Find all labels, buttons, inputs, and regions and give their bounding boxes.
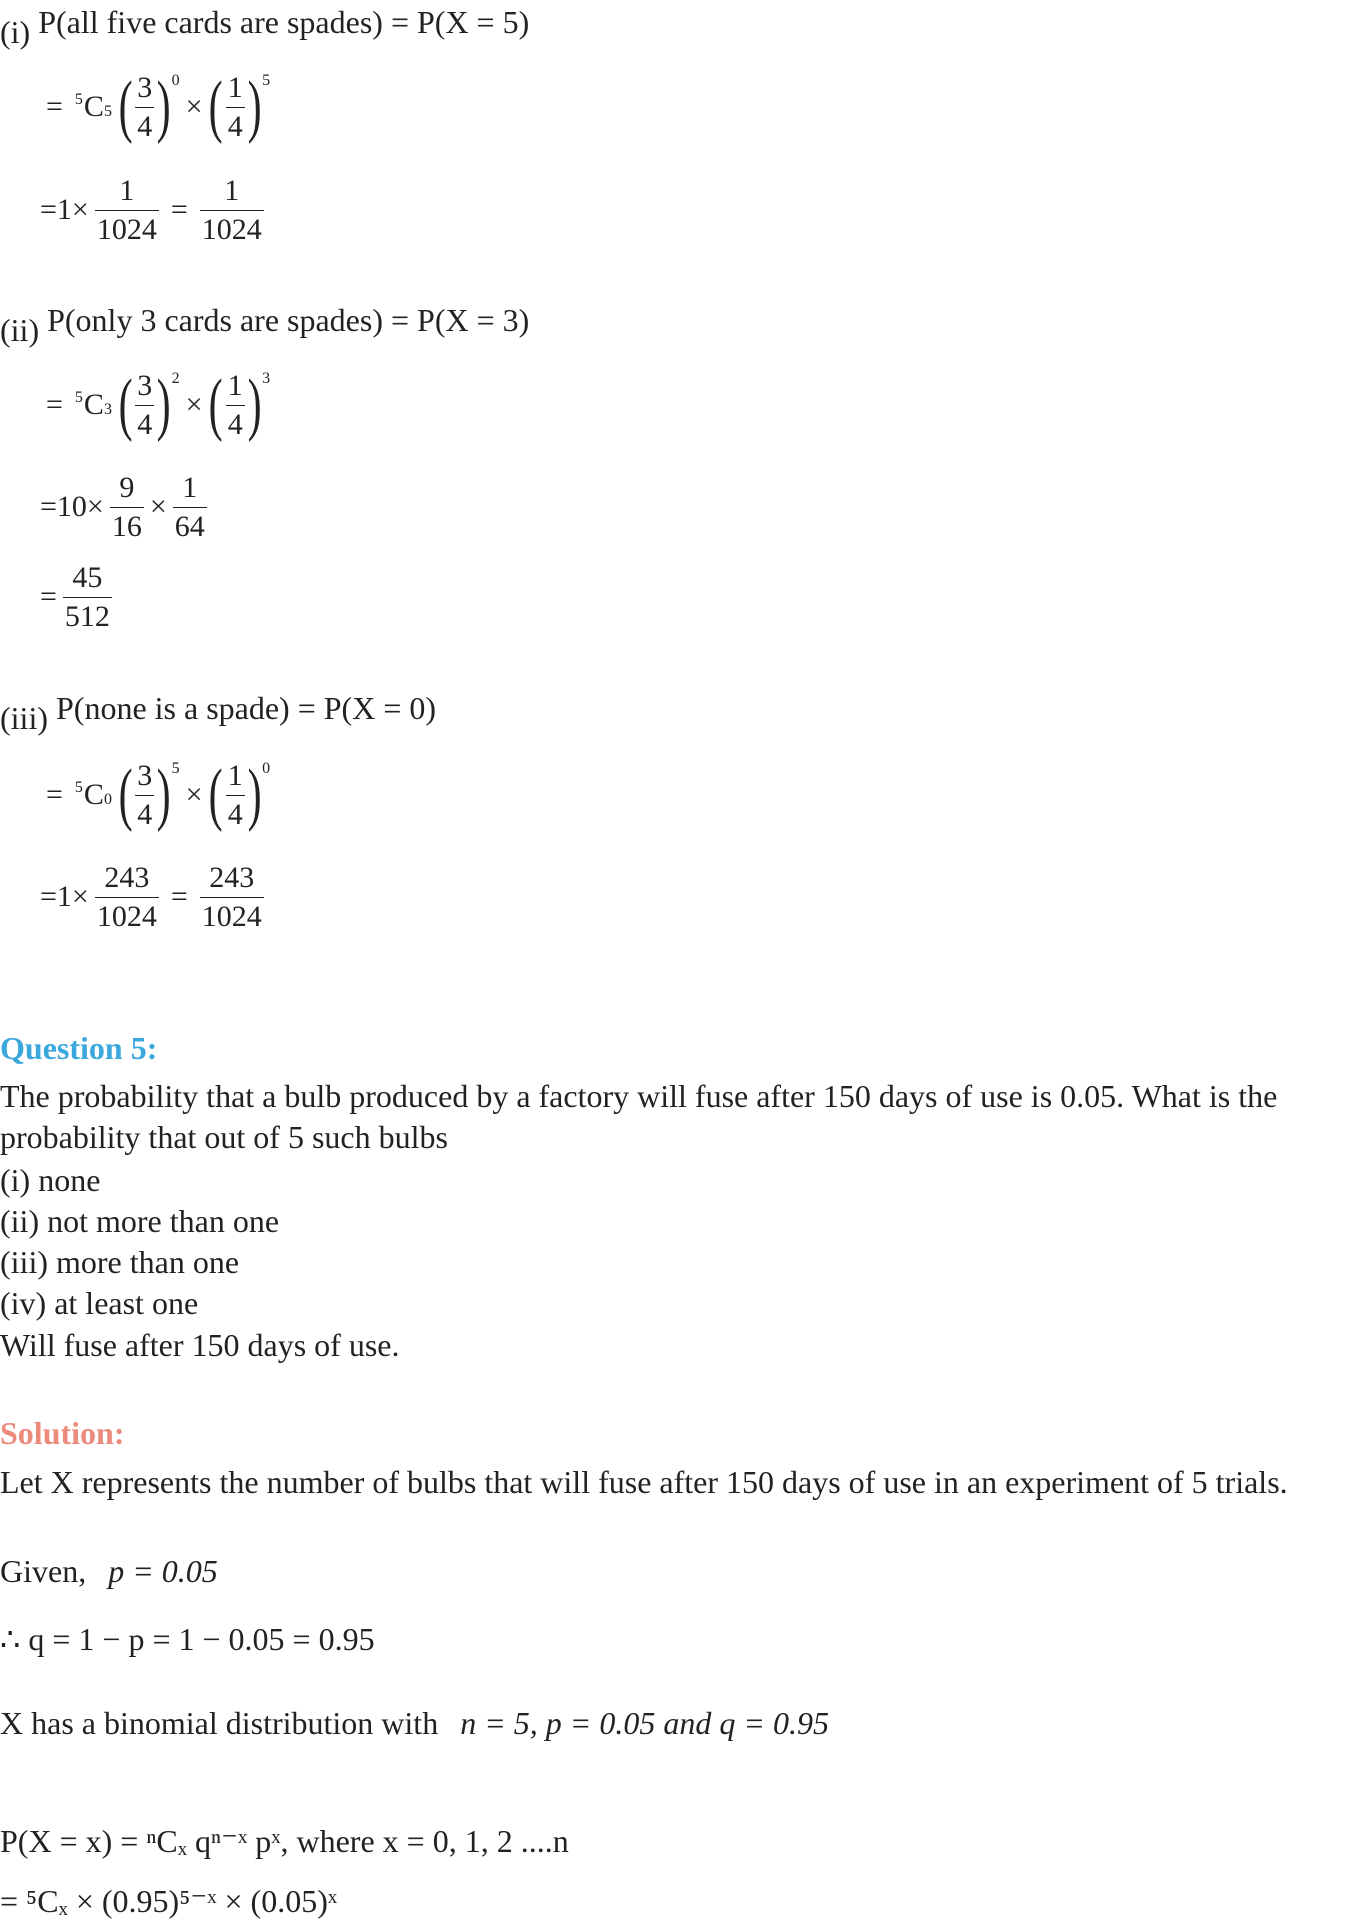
therefore-equation: ∴ q = 1 − p = 1 − 0.05 = 0.95	[0, 1621, 375, 1657]
solution-heading: Solution:	[0, 1415, 125, 1451]
question-heading: Question 5:	[0, 1030, 158, 1066]
part-ii-step2: =10× $\frac{9}{16}$ × $\frac{1}{64}$	[40, 471, 205, 543]
part-ii-statement-row	[0, 302, 530, 348]
binomial-text: X has a binomial distribution with	[0, 1705, 439, 1741]
part-ii-step3: = $\frac{45}{512}$	[40, 561, 110, 633]
part-iii-label: (iii)	[0, 700, 48, 736]
part-i-step2: =1× $\frac{1}{1024}$ = $\frac{1}{1024}$	[40, 174, 262, 246]
binomial-row	[0, 1705, 829, 1742]
fraction-power: ( $\frac{1}{4}$ ) $^5$	[209, 68, 271, 145]
binomial-equation: n = 5, p = 0.05 and q = 0.95	[460, 1705, 829, 1741]
solution-given-row	[0, 1553, 218, 1590]
pmf-equation: P(X = x) = ⁿCₓ qⁿ⁻ˣ pˣ, where x = 0, 1, 2 ....n	[0, 1823, 569, 1859]
part-ii-statement: P(only 3 cards are spades) = P(X = 3)	[47, 302, 530, 338]
question-option-4: (iv) at least one	[0, 1285, 199, 1321]
given-equation: p = 0.05	[108, 1553, 218, 1589]
question-option-3: (iii) more than one	[0, 1244, 240, 1280]
part-iii-statement-row	[0, 690, 437, 736]
question-text: The probability that a bulb produced by a factory will fuse after 150 days of use is 0.05. What is the probability that out of 5 such bulbs	[0, 1078, 1278, 1155]
part-iii-statement: P(none is a spade) = P(X = 0)	[55, 690, 437, 726]
solution-intro: Let X represents the number of bulbs that will fuse after 150 days of use in an experiment of 5 trials.	[0, 1464, 1288, 1500]
question-option-2: (ii) not more than one	[0, 1203, 280, 1239]
fraction-power: ( $\frac{3}{4}$ ) $^0$	[118, 68, 180, 145]
part-i-step1: = 5 C $_5$ ( $\frac{3}{4}$ ) $^0$ × ( $\frac{1}{4}$ ) $^5$	[46, 68, 271, 145]
part-i-statement-row	[0, 4, 530, 50]
part-ii-label: (ii)	[0, 312, 40, 348]
part-iii-step2: =1× $\frac{243}{1024}$ = $\frac{243}{1024}$	[40, 861, 262, 933]
part-i-statement: P(all five cards are spades) = P(X = 5)	[38, 4, 530, 40]
given-label: Given,	[0, 1553, 87, 1589]
question-option-1: (i) none	[0, 1162, 101, 1198]
part-ii-step1: = 5 C $_3$ ( $\frac{3}{4}$ ) $^2$ × ( $\frac{1}{4}$ ) $^3$	[46, 366, 271, 443]
part-iii-step1: = 5 C $_0$ ( $\frac{3}{4}$ ) $^5$ × ( $\frac{1}{4}$ ) $^0$	[46, 756, 271, 833]
pmf-substituted: = ⁵Cₓ × (0.95)⁵⁻ˣ × (0.05)ˣ	[0, 1883, 338, 1919]
part-i-label: (i)	[0, 14, 31, 50]
question-closing: Will fuse after 150 days of use.	[0, 1327, 400, 1363]
